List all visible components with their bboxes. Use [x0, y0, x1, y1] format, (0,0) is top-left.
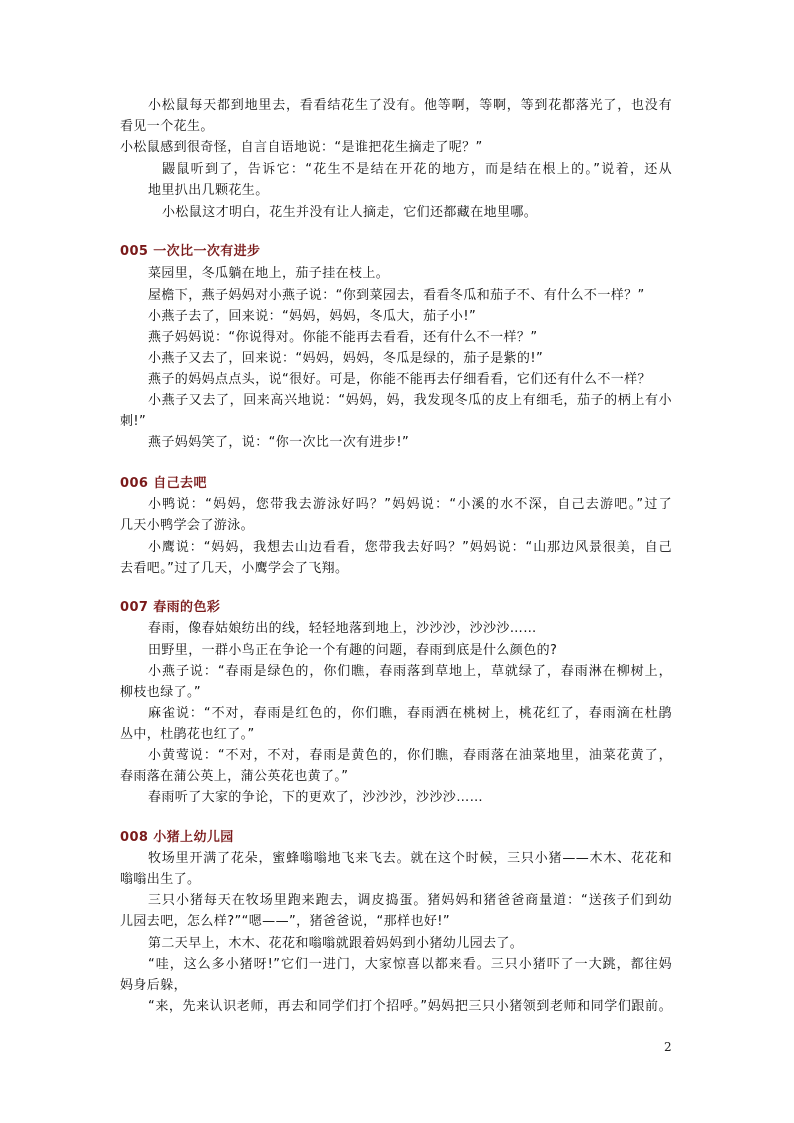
section-heading: 006 自己去吧 — [120, 476, 207, 491]
paragraph-line: 地里扒出几颗花生。 — [148, 183, 269, 198]
paragraph-line: 小燕子又去了，回来高兴地说：“妈妈，妈，我发现冬瓜的皮上有细毛，茄子的柄上有小 — [148, 393, 672, 408]
paragraph-line: 几天小鸭学会了游泳。 — [120, 518, 255, 533]
paragraph-line: 春雨听了大家的争论，下的更欢了，沙沙沙，沙沙沙…… — [148, 790, 484, 805]
paragraph-line: 小松鼠感到很奇怪，自言自语地说：“是谁把花生摘走了呢？” — [120, 140, 483, 155]
paragraph-line: 田野里，一群小鸟正在争论一个有趣的问题，春雨到底是什么颜色的? — [148, 643, 558, 658]
paragraph-line: 燕子妈妈说：“你说得对。你能不能再去看看，还有什么不一样？” — [148, 330, 538, 345]
paragraph-line: 小松鼠这才明白，花生并没有让人摘走，它们还都藏在地里哪。 — [162, 205, 538, 220]
paragraph-line: 第二天早上，木木、花花和嗡嗡就跟着妈妈到小猪幼儿园去了。 — [148, 936, 524, 951]
paragraph-line: 三只小猪每天在牧场里跑来跑去，调皮捣蛋。猪妈妈和猪爸爸商量道：“送孩子们到幼 — [148, 893, 672, 908]
paragraph-line: 小松鼠每天都到地里去，看看结花生了没有。他等啊，等啊，等到花都落光了，也没有 — [148, 98, 672, 113]
paragraph-line: 去看吧。”过了几天，小鹰学会了飞翔。 — [120, 561, 349, 576]
section-heading: 005 一次比一次有进步 — [120, 244, 261, 259]
paragraph-line: 春雨落在蒲公英上，蒲公英花也黄了。” — [120, 769, 349, 784]
paragraph-line: 看见一个花生。 — [120, 119, 214, 134]
paragraph-line: “哇，这么多小猪呀!”它们一进门，大家惊喜以都来看。三只小猪吓了一大跳，都往妈 — [148, 957, 672, 972]
section-heading: 008 小猪上幼儿园 — [120, 830, 234, 845]
paragraph-line: 麻雀说：“不对，春雨是红色的，你们瞧，春雨洒在桃树上，桃花红了，春雨滴在杜鹃 — [148, 706, 672, 721]
paragraph-line: 春雨，像春姑娘纺出的线，轻轻地落到地上，沙沙沙，沙沙沙…… — [148, 621, 537, 636]
paragraph-line: “来，先来认识老师，再去和同学们打个招呼。”妈妈把三只小猪领到老师和同学们跟前。 — [148, 999, 672, 1014]
paragraph-line: 儿园去吧，怎么样?”“嗯——”，猪爸爸说，“那样也好!” — [120, 914, 450, 929]
paragraph-line: 小燕子去了，回来说：“妈妈，妈妈，冬瓜大，茄子小!” — [148, 309, 477, 324]
paragraph-line: 丛中，杜鹃花也红了。” — [120, 727, 255, 742]
paragraph-line: 燕子妈妈笑了，说：“你一次比一次有进步!” — [148, 435, 410, 450]
paragraph-line: 小燕子说：“春雨是绿色的，你们瞧，春雨落到草地上，草就绿了，春雨淋在柳树上， — [148, 664, 672, 679]
paragraph-line: 菜园里，冬瓜躺在地上，茄子挂在枝上。 — [148, 266, 390, 281]
paragraph-line: 鼹鼠听到了，告诉它：“花生不是结在开花的地方，而是结在根上的。”说着，还从 — [162, 162, 672, 177]
paragraph-line: 小鸭说：“妈妈，您带我去游泳好吗？”妈妈说：“小溪的水不深，自己去游吧。”过了 — [148, 497, 672, 512]
paragraph-line: 妈身后躲， — [120, 978, 188, 993]
paragraph-line: 燕子的妈妈点点头，说“很好。可是，你能不能再去仔细看看，它们还有什么不一样？ — [148, 372, 651, 387]
paragraph-line: 小鹰说：“妈妈，我想去山边看看，您带我去好吗？”妈妈说：“山那边风景很美，自己 — [148, 540, 672, 555]
paragraph-line: 嗡嗡出生了。 — [120, 872, 201, 887]
page-number: 2 — [664, 1040, 672, 1054]
paragraph-line: 刺!” — [120, 414, 147, 429]
section-heading: 007 春雨的色彩 — [120, 600, 221, 615]
paragraph-line: 屋檐下，燕子妈妈对小燕子说：“你到菜园去，看看冬瓜和茄子不、有什么不一样？” — [148, 288, 645, 303]
paragraph-line: 牧场里开满了花朵，蜜蜂嗡嗡地飞来飞去。就在这个时候，三只小猪——木木、花花和 — [148, 851, 672, 866]
paragraph-line: 小燕子又去了，回来说：“妈妈，妈妈，冬瓜是绿的，茄子是紫的!” — [148, 351, 544, 366]
paragraph-line: 柳枝也绿了。” — [120, 685, 202, 700]
paragraph-line: 小黄莺说：“不对，不对，春雨是黄色的，你们瞧，春雨落在油菜地里，油菜花黄了， — [148, 748, 672, 763]
